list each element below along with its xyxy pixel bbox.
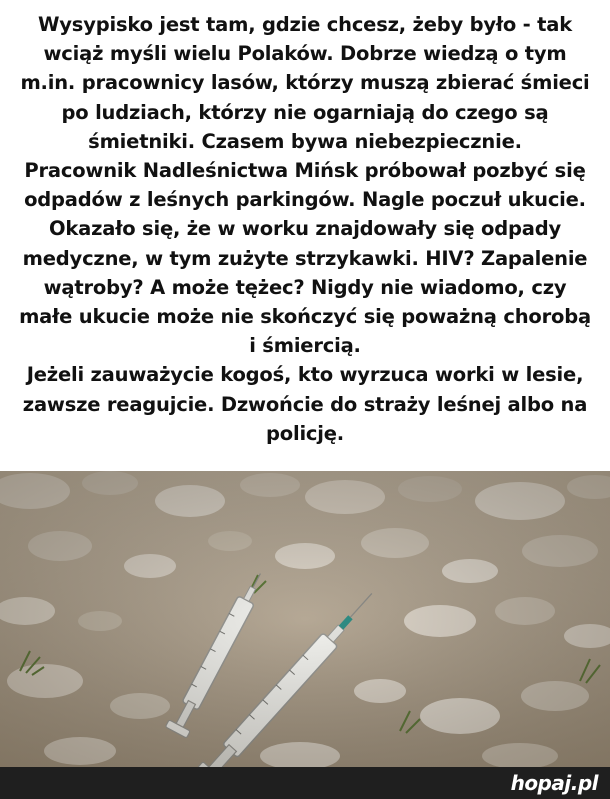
brand-logo[interactable]: hopaj.pl [510, 771, 598, 795]
footer-bar [0, 767, 610, 799]
vignette [0, 471, 610, 767]
paragraph-intro: Wysypisko jest tam, gdzie chcesz, żeby było - tak wciąż myśli wielu Polaków. Dobrze wiedzą o tym m.in. pracownicy lasów, którzy muszą zbierać śmieci po ludziach, którzy nie ogarniają do czego są śmietniki. Czasem bywa niebezpiecznie. [20, 13, 590, 153]
article-text [0, 10, 610, 448]
gravel-scene [0, 471, 610, 767]
paragraph-story: Pracownik Nadleśnictwa Mińsk próbował pozbyć się odpadów z leśnych parkingów. Nagle poczuł ukucie. Okazało się, że w worku znajdowały się odpady medyczne, w tym zużyte strzykawki. HIV? Zapalenie wątroby? A może tężec? Nigdy nie wiadomo, czy małe ukucie może nie skończyć się poważną chorobą i śmiercią. [19, 159, 591, 358]
paragraph-appeal: Jeżeli zauważycie kogoś, kto wyrzuca worki w lesie, zawsze reagujcie. Dzwońcie do straży leśnej albo na policję. [22, 363, 588, 445]
syringes-photo [0, 471, 610, 767]
